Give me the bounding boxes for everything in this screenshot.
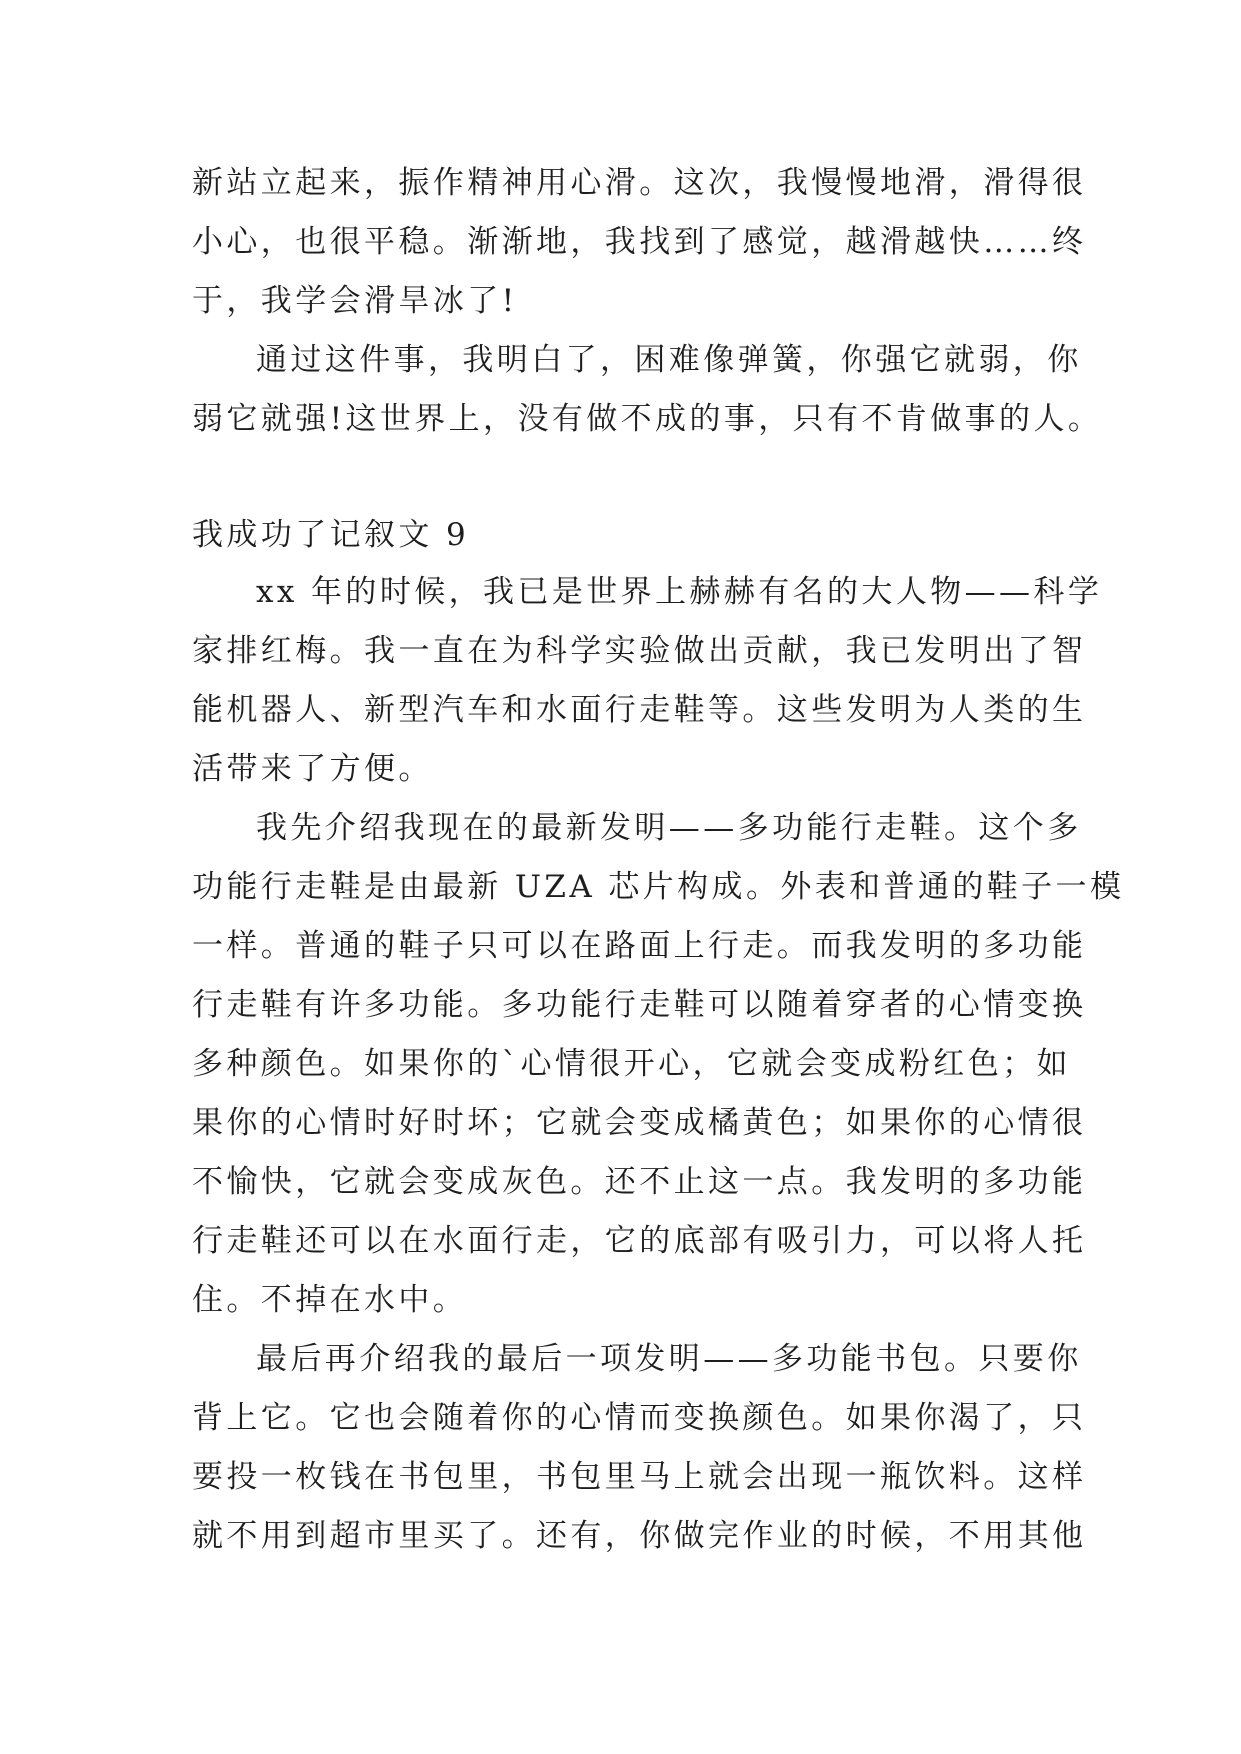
text-line: 要投一枚钱在书包里，书包里马上就会出现一瓶饮料。这样 xyxy=(192,1459,1087,1495)
text-line: 不愉快，它就会变成灰色。还不止这一点。我发明的多功能 xyxy=(192,1164,1087,1200)
text-line: 弱它就强!这世界上，没有做不成的事，只有不肯做事的人。 xyxy=(192,401,1103,437)
text-line: 小心，也很平稳。渐渐地，我找到了感觉，越滑越快……终 xyxy=(192,224,1087,260)
text-line: xx 年的时候，我已是世界上赫赫有名的大人物——科学 xyxy=(256,574,1103,610)
text-line: 我先介绍我现在的最新发明——多功能行走鞋。这个多 xyxy=(256,810,1082,846)
text-line: 活带来了方便。 xyxy=(192,751,433,787)
text-line: 通过这件事，我明白了，困难像弹簧，你强它就弱，你 xyxy=(256,342,1082,378)
text-line: 行走鞋有许多功能。多功能行走鞋可以随着穿者的心情变换 xyxy=(192,987,1087,1023)
text-line: 功能行走鞋是由最新 UZA 芯片构成。外表和普通的鞋子一模 xyxy=(192,869,1125,905)
section-heading: 我成功了记叙文 9 xyxy=(192,517,470,553)
text-line: 住。不掉在水中。 xyxy=(192,1282,468,1318)
text-line: 家排红梅。我一直在为科学实验做出贡献，我已发明出了智 xyxy=(192,633,1087,669)
text-line: 一样。普通的鞋子只可以在路面上行走。而我发明的多功能 xyxy=(192,928,1087,964)
text-line: 背上它。它也会随着你的心情而变换颜色。如果你渴了，只 xyxy=(192,1400,1087,1436)
text-line: 就不用到超市里买了。还有，你做完作业的时候，不用其他 xyxy=(192,1518,1087,1554)
text-line: 新站立起来，振作精神用心滑。这次，我慢慢地滑，滑得很 xyxy=(192,165,1087,201)
text-line: 果你的心情时好时坏；它就会变成橘黄色；如果你的心情很 xyxy=(192,1105,1087,1141)
text-line: 于，我学会滑旱冰了! xyxy=(192,283,518,319)
text-line: 多种颜色。如果你的`心情很开心，它就会变成粉红色；如 xyxy=(192,1046,1071,1082)
text-line: 能机器人、新型汽车和水面行走鞋等。这些发明为人类的生 xyxy=(192,692,1087,728)
text-line: 最后再介绍我的最后一项发明——多功能书包。只要你 xyxy=(256,1341,1082,1377)
text-line: 行走鞋还可以在水面行走，它的底部有吸引力，可以将人托 xyxy=(192,1223,1087,1259)
